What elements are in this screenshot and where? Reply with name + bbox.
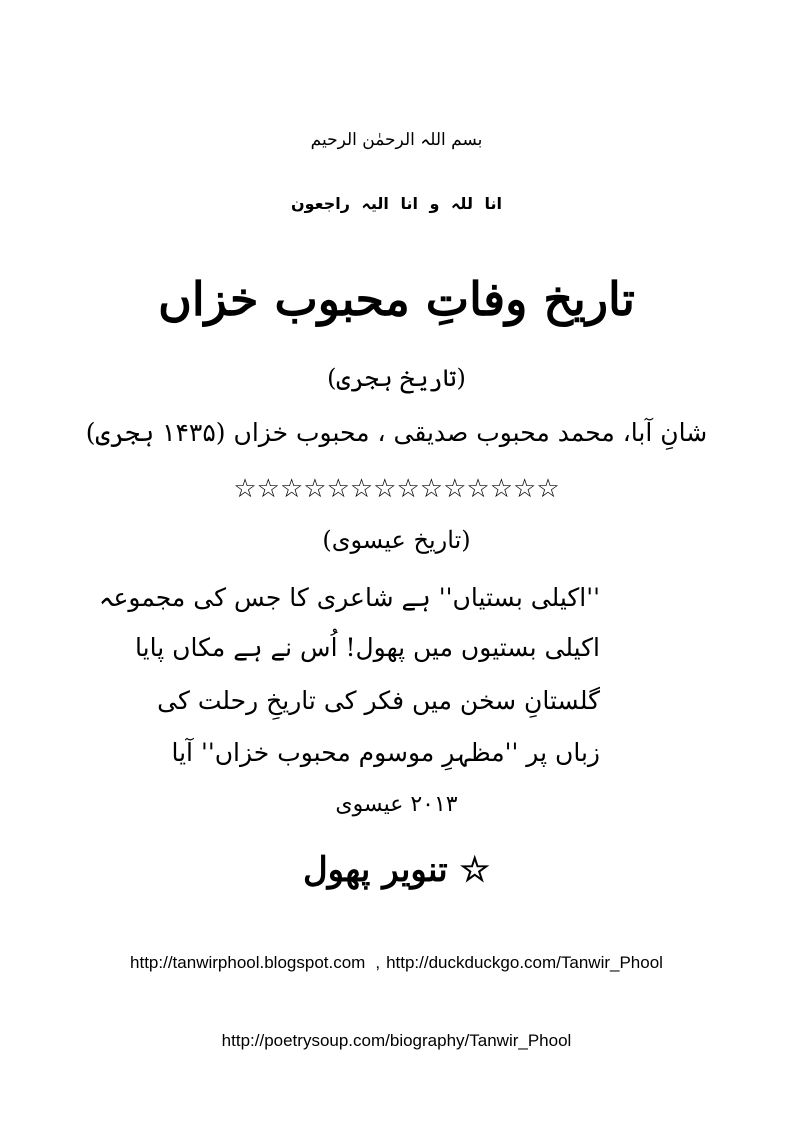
star-separator: ☆☆☆☆☆☆☆☆☆☆☆☆☆☆ — [233, 474, 560, 504]
links-row — [0, 953, 793, 973]
inna-lillah-line: انا للہ و انا الیہ راجعون — [290, 194, 503, 213]
link-separator: , — [375, 953, 381, 972]
poetrysoup-link[interactable]: http://poetrysoup.com/biography/Tanwir_Phool — [221, 1031, 572, 1050]
duckduckgo-link[interactable]: http://duckduckgo.com/Tanwir_Phool — [386, 953, 663, 972]
isawi-heading: (تاریخ عیسوی) — [322, 526, 471, 554]
bismillah-line: بسم اللہ الرحمٰن الرحیم — [310, 130, 483, 150]
isawi-year: ۲۰۱۳ عیسوی — [335, 792, 458, 817]
verse-line: گلستانِ سخن میں فکر کی تاریخِ رحلت کی — [157, 686, 600, 715]
page-title: تاریخ وفاتِ محبوب خزاں — [158, 272, 635, 326]
hijri-chronogram-line: شانِ آبا، محمد محبوب صدیقی ، محبوب خزاں (۱۴۳۵ ہجری) — [85, 418, 708, 447]
verse-line: ''اکیلی بستیاں'' ہے شاعری کا جس کی مجموعہ — [98, 583, 600, 612]
verse-line: زباں پر ''مظہرِ موسوم محبوب خزاں'' آیا — [171, 738, 600, 767]
verse-line: اکیلی بستیوں میں پھول! اُس نے ہے مکاں پایا — [135, 633, 600, 662]
author-signature: ☆ تنویر پھول — [302, 850, 491, 890]
blog-link[interactable]: http://tanwirphool.blogspot.com — [130, 953, 366, 972]
links-row — [0, 1031, 793, 1051]
hijri-heading: (تاریخ ہجری) — [327, 364, 466, 392]
